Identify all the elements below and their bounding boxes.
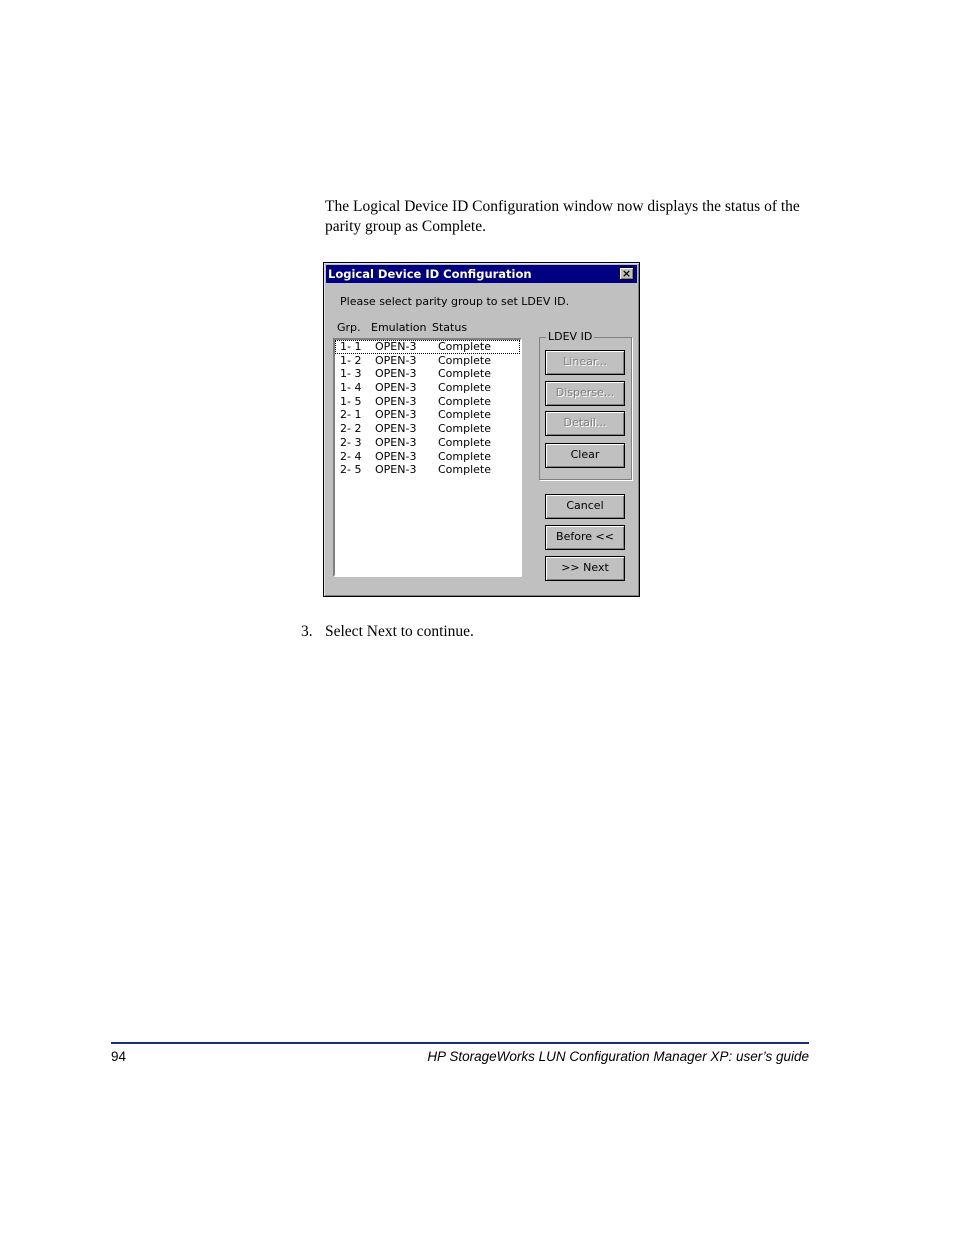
guide-title: HP StorageWorks LUN Configuration Manager XP: user’s guide [427, 1049, 809, 1064]
list-item-grp: 2- 5 [340, 463, 362, 477]
list-item-status: Complete [438, 449, 492, 463]
clear-button[interactable]: Clear [545, 443, 625, 468]
list-item-emulation: OPEN-3 [375, 381, 417, 395]
close-button[interactable]: × [619, 267, 634, 280]
list-item-grp: 1- 5 [340, 394, 362, 408]
list-item[interactable] [335, 367, 520, 381]
list-item-emulation: OPEN-3 [375, 353, 417, 367]
before-button[interactable]: Before << [545, 525, 625, 550]
list-item[interactable] [335, 408, 520, 422]
dialog-prompt: Please select parity group to set LDEV ID. [340, 295, 570, 308]
list-item[interactable] [335, 450, 520, 464]
list-item[interactable] [335, 354, 520, 368]
parity-group-list[interactable] [333, 338, 522, 577]
dialog-titlebar [326, 265, 637, 283]
list-item-grp: 1- 4 [340, 381, 362, 395]
column-header-status[interactable]: Status [432, 321, 468, 334]
ldev-config-dialog [323, 262, 640, 597]
list-item[interactable] [335, 395, 520, 409]
list-item-emulation: OPEN-3 [375, 449, 417, 463]
step-number: 3. [301, 623, 313, 640]
list-item[interactable] [335, 463, 520, 477]
list-item-grp: 2- 4 [340, 449, 362, 463]
ldev-id-group-label: LDEV ID [548, 330, 593, 343]
list-item-grp: 2- 2 [340, 422, 362, 436]
page-number: 94 [111, 1049, 127, 1064]
cancel-button[interactable]: Cancel [545, 494, 625, 519]
list-item-emulation: OPEN-3 [375, 367, 417, 381]
list-item-grp: 2- 3 [340, 435, 362, 449]
list-item-status: Complete [438, 408, 492, 422]
list-item-grp: 1- 2 [340, 353, 362, 367]
intro-paragraph: The Logical Device ID Configuration window now displays the status of the parity group as Complete. [325, 198, 800, 235]
list-item-status: Complete [438, 353, 492, 367]
list-item[interactable] [335, 340, 520, 354]
list-item-status: Complete [438, 381, 492, 395]
list-item-status: Complete [438, 340, 492, 353]
list-item[interactable] [335, 436, 520, 450]
column-header-grp[interactable]: Grp. [337, 321, 361, 334]
list-item-emulation: OPEN-3 [375, 340, 417, 353]
disperse-button[interactable]: Disperse... [545, 381, 625, 406]
next-button[interactable]: >> Next [545, 556, 625, 581]
list-item[interactable] [335, 381, 520, 395]
list-item-emulation: OPEN-3 [375, 422, 417, 436]
step-item [301, 622, 474, 642]
list-item-emulation: OPEN-3 [375, 408, 417, 422]
detail-button[interactable]: Detail... [545, 411, 625, 436]
dialog-title: Logical Device ID Configuration [328, 267, 532, 281]
footer-rule [111, 1042, 809, 1044]
list-item-status: Complete [438, 435, 492, 449]
list-item-grp: 1- 3 [340, 367, 362, 381]
column-header-emulation[interactable]: Emulation [371, 321, 427, 334]
list-item-status: Complete [438, 367, 492, 381]
list-item-emulation: OPEN-3 [375, 435, 417, 449]
list-item-status: Complete [438, 394, 492, 408]
list-item[interactable] [335, 422, 520, 436]
list-item-emulation: OPEN-3 [375, 394, 417, 408]
list-item-status: Complete [438, 422, 492, 436]
list-item-emulation: OPEN-3 [375, 463, 417, 477]
list-item-grp: 2- 1 [340, 408, 362, 422]
step-text: Select Next to continue. [325, 623, 474, 640]
linear-button[interactable]: Linear... [545, 350, 625, 375]
list-item-grp: 1- 1 [340, 340, 362, 353]
list-item-status: Complete [438, 463, 492, 477]
